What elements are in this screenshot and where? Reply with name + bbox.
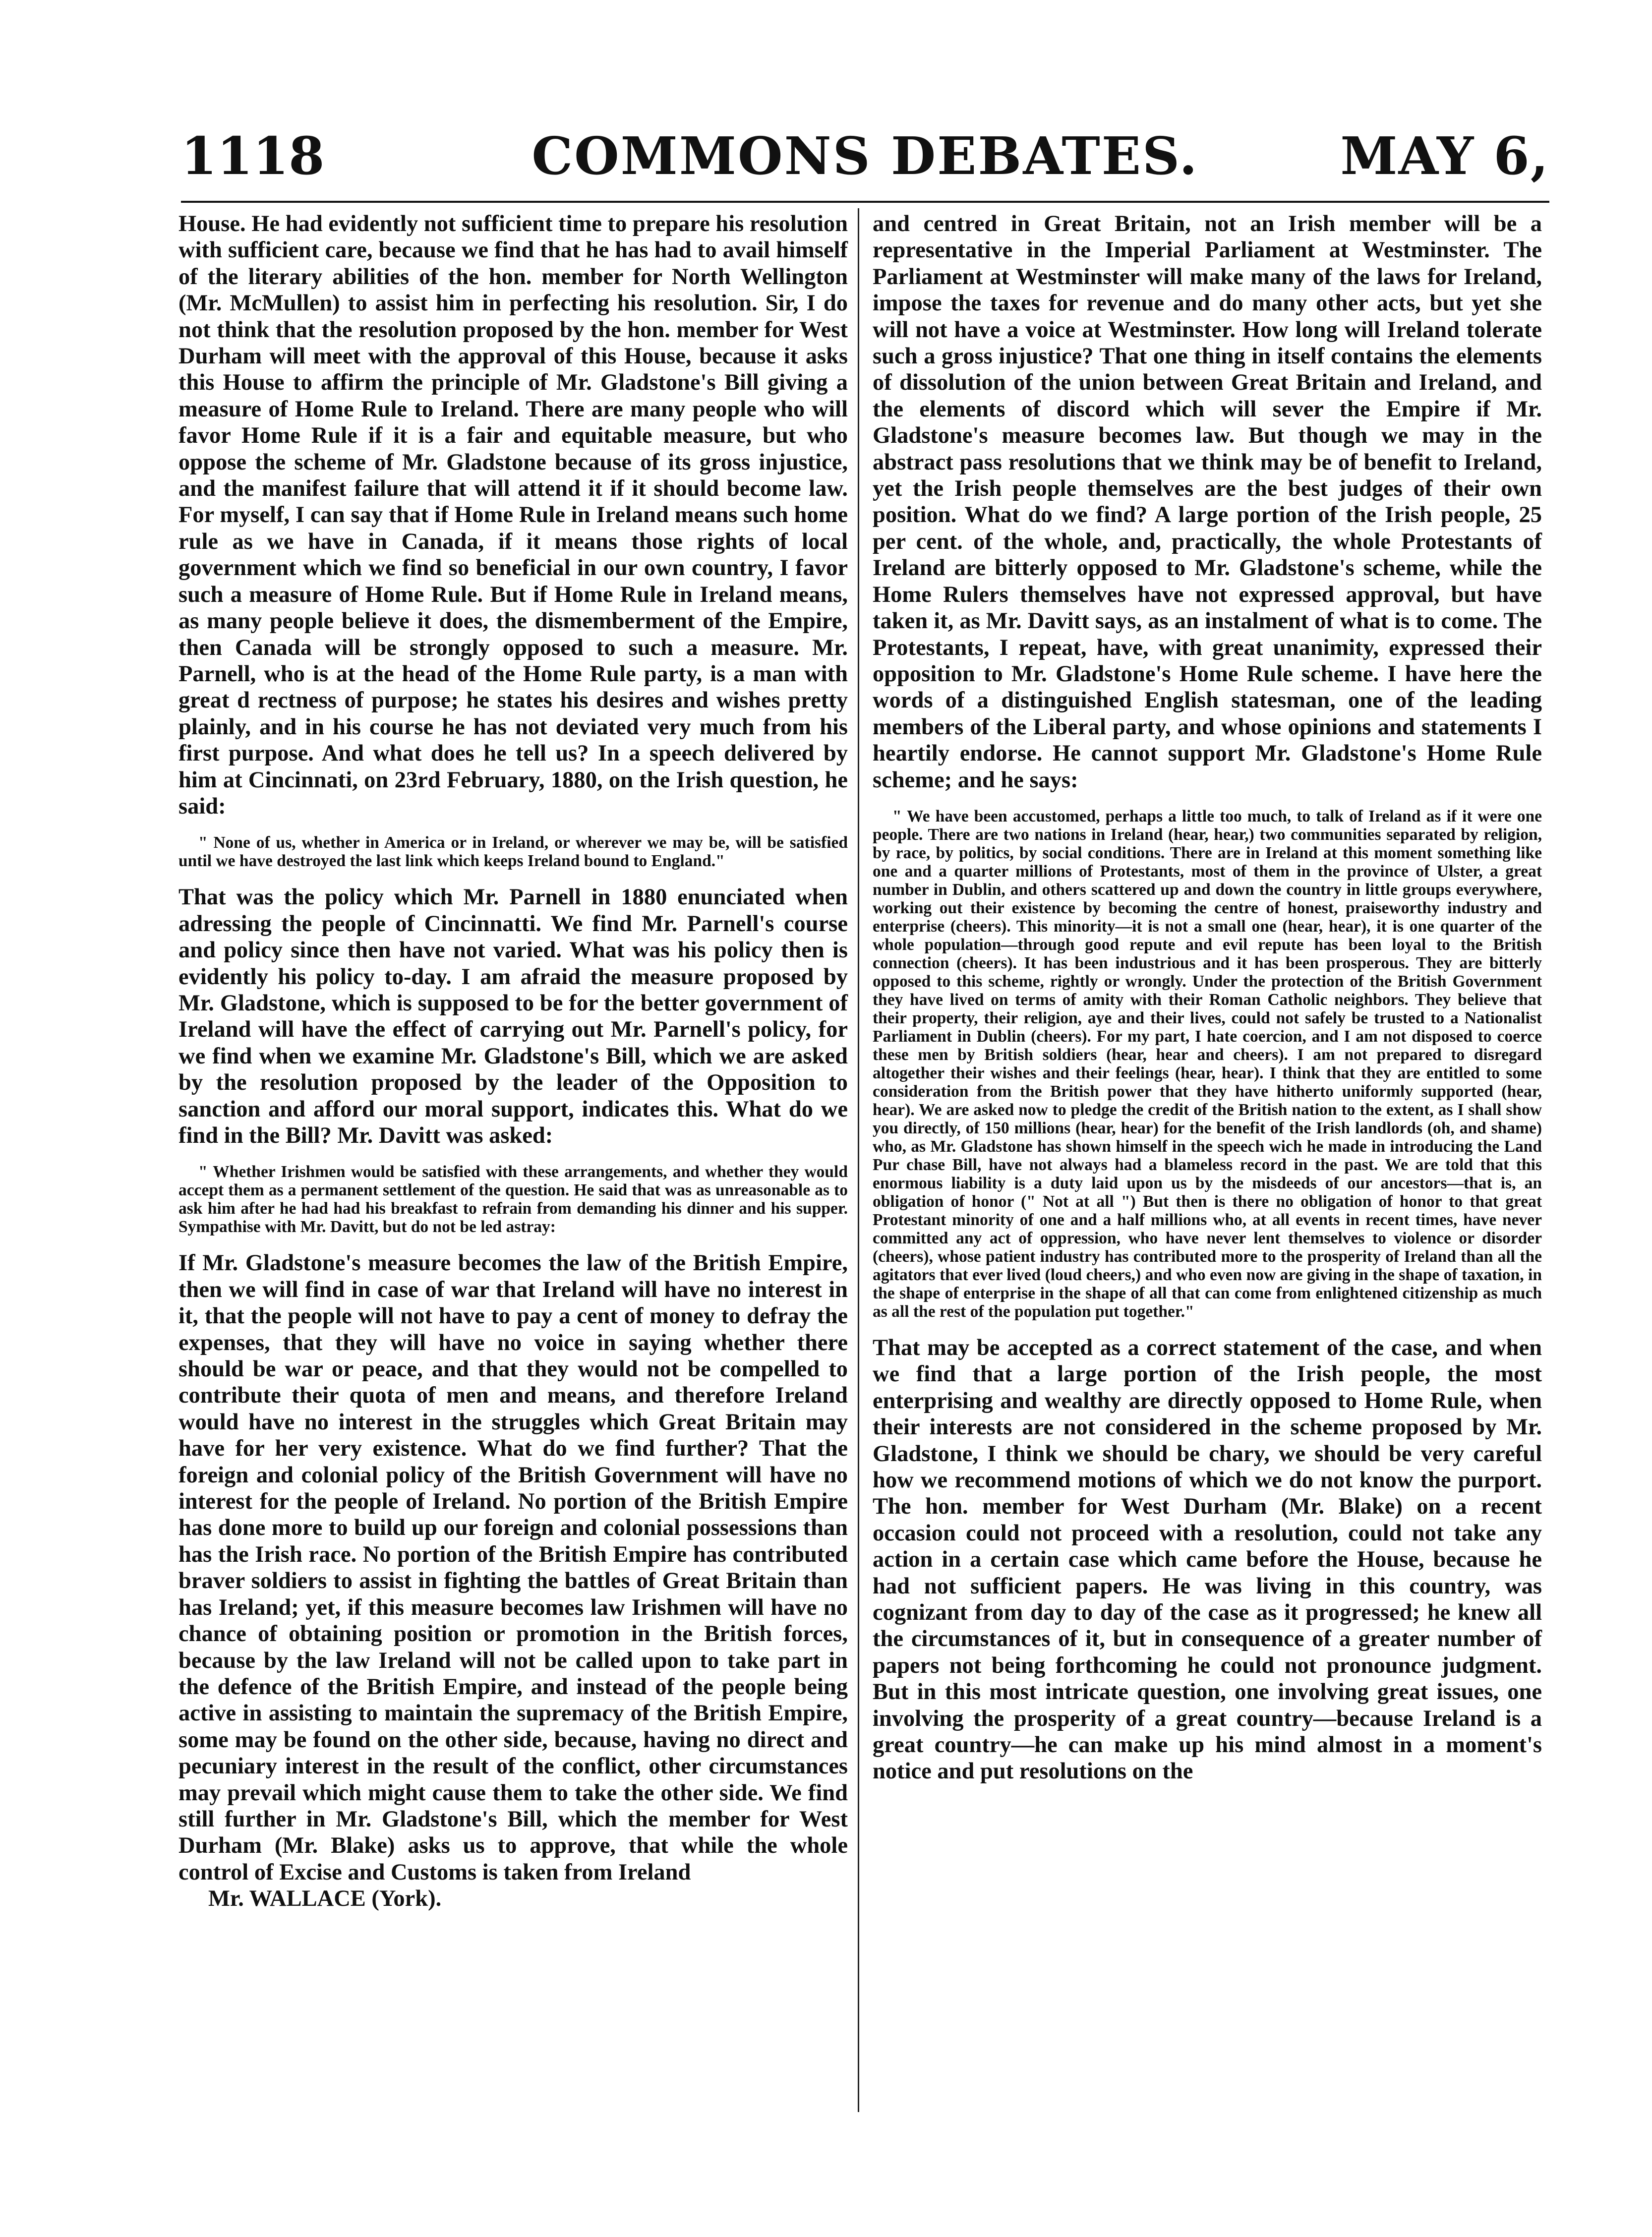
- block-quote: " We have been accustomed, perhaps a little too much, to talk of Ireland as if it were one people. There are two nations in Ireland (hear, hear,) two communities separated by religion, by race, by politics, by social conditions. There are in Ireland at this moment something like one and a quarter millions of Protestants, most of them in the province of Ulster, a great number in Dublin, and others scattered up and down the country in little groups everywhere, working out their existence by becoming the centre of honest, praiseworthy industry and enterprise (cheers). This minority—it is not a small one (hear, hear), it is one quarter of the whole population—through good repute and evil repute has been loyal to the British connection (cheers). It has been industrious and it has been prosperous. They are bitterly opposed to this scheme, rightly or wrongly. Under the protection of the British Government they have lived on terms of amity with their Roman Catholic neighbors. They believe that their property, their religion, aye and their lives, could not safely be trusted to a Nationalist Parliament in Dublin (cheers). For my part, I hate coercion, and I am not disposed to coerce these men by British soldiers (hear, hear and cheers). I am not prepared to disregard altogether their wishes and their feelings (hear, hear). I think that they are entitled to some consideration from the British power that they have hitherto uniformly supported (hear, hear). We are asked now to pledge the credit of the British nation to the extent, as I shall show you directly, of 150 millions (hear, hear) for the benefit of the Irish landlords (oh, and shame) who, as Mr. Gladstone has shown himself in the speech wich he made in introducing the Land Pur chase Bill, have not always had a blameless record in the past. We are told that this enormous liability is a duty laid upon us by the misdeeds of our ancestors—that is, an obligation of honor (" Not at all ") But then is there no obligation of honor to that great Protestant minority of one and a half millions who, at all events in recent times, have never committed any act of oppression, who have never lent themselves to violence or disorder (cheers), whose patient industry has contributed more to the prosperity of Ireland than all the agitators that ever lived (loud cheers,) and who even now are giving in the shape of taxation, in the shape of enterprise in the shape of all that can come from enlightened citizenship as much as all the rest of the population put together.": [873, 807, 1542, 1321]
- page-date: MAY 6,: [1340, 125, 1549, 186]
- right-column: [873, 211, 1542, 1785]
- paragraph: That may be accepted as a correct statement of the case, and when we find that a large portion of the Irish people, the most enterprising and wealthy are directly opposed to Home Rule, when their interests are not considered in the scheme proposed by Mr. Gladstone, I think we should be chary, we should be very careful how we recommend motions of which we do not know the purport. The hon. member for West Durham (Mr. Blake) on a recent occasion could not proceed with a resolution, could not take any action in a certain case which came before the House, because he had not sufficient papers. He was living in this country, was cognizant from day to day of the case as it progressed; he knew all the circumstances of it, but in consequence of a greater number of papers not being forthcoming he could not pronounce judgment. But in this most intricate question, one involving great issues, one involving the prosperity of a great country—because Ireland is a great country—he can make up his mind almost in a moment's notice and put resolutions on the: [873, 1335, 1542, 1784]
- speaker-line: Mr. WALLACE (York).: [208, 1886, 442, 1912]
- paragraph: That was the policy which Mr. Parnell in 1880 enunciated when adressing the people of Cincinnatti. We find Mr. Parnell's course and policy since then have not varied. What was his policy then is evidently his policy to-day. I am afraid the measure proposed by Mr. Gladstone, which is supposed to be for the better government of Ireland will have the effect of carrying out Mr. Parnell's policy, for we find when we examine Mr. Gladstone's Bill, which we are asked by the resolution proposed by the leader of the Opposition to sanction and afford our moral support, indicates this. What do we find in the Bill? Mr. Davitt was asked:: [178, 884, 848, 1148]
- left-column: [178, 211, 848, 1912]
- page-header: [181, 119, 1549, 193]
- block-quote: " Whether Irishmen would be satisfied with these arrangements, and whether they would accept them as a permanent settlement of the question. He said that was as unreasonable as to ask him after he had had his breakfast to refrain from demanding his dinner and his supper. Sympathise with Mr. Davitt, but do not be led astray:: [178, 1163, 848, 1236]
- paragraph: If Mr. Gladstone's measure becomes the law of the British Empire, then we will find in case of war that Ireland will have no interest in it, that the people will not have to pay a cent of money to defray the expenses, that they will have no voice in saying whether there should be war or peace, and that they would not be compelled to contribute their quota of men and means, and therefore Ireland would have no interest in the struggles which Great Britain may have for her very existence. What do we find further? That the foreign and colonial policy of the British Government will have no interest for the people of Ireland. No portion of the British Empire has done more to build up our foreign and colonial possessions than has the Irish race. No portion of the British Empire has contributed braver soldiers to assist in fighting the battles of Great Britain than has Ireland; yet, if this measure becomes law Irishmen will have no chance of obtaining position or promotion in the British forces, because by the law Ireland will not be called upon to take part in the defence of the British Empire, and instead of the people being active in assisting to maintain the supremacy of the British Empire, some may be found on the other side, because, having no direct and pecuniary interest in the result of the conflict, other circumstances may prevail which might cause them to take the other side. We find still further in Mr. Gladstone's Bill, which the member for West Durham (Mr. Blake) asks us to approve, that while the whole control of Excise and Customs is taken from Ireland: [178, 1250, 848, 1885]
- column-divider: [858, 208, 859, 2112]
- header-rule: [181, 201, 1549, 203]
- page-number: 1118: [181, 125, 325, 186]
- block-quote: " None of us, whether in America or in Ireland, or wherever we may be, will be satisfied until we have destroyed the last link which keeps Ireland bound to England.": [178, 833, 848, 871]
- paragraph: House. He had evidently not sufficient time to prepare his resolution with sufficient care, because we find that he has had to avail himself of the literary abilities of the hon. member for North Wellington (Mr. McMullen) to assist him in perfecting his resolution. Sir, I do not think that the resolution proposed by the hon. member for West Durham will meet with the approval of this House, because it asks this House to affirm the principle of Mr. Gladstone's Bill giving a measure of Home Rule to Ireland. There are many people who will favor Home Rule if it is a fair and equitable measure, but who oppose the scheme of Mr. Gladstone because of its gross injustice, and the manifest failure that will attend it if it should become law. For myself, I can say that if Home Rule in Ireland means such home rule as we have in Canada, if it means those rights of local government which we find so beneficial in our own country, I favor such a measure of Home Rule. But if Home Rule in Ireland means, as many people believe it does, the dismemberment of the Empire, then Canada will be strongly opposed to such a measure. Mr. Parnell, who is at the head of the Home Rule party, is a man with great d rectness of purpose; he states his desires and wishes pretty plainly, and in his course he has not deviated very much from his first purpose. And what does he tell us? In a speech delivered by him at Cincinnati, on 23rd February, 1880, on the Irish question, he said:: [178, 211, 848, 819]
- paragraph: and centred in Great Britain, not an Irish member will be a representative in the Imperial Parliament at Westminster. The Parliament at Westminster will make many of the laws for Ireland, impose the taxes for revenue and do many other acts, but yet she will not have a voice at Westminster. How long will Ireland tolerate such a gross injustice? That one thing in itself contains the elements of dissolution of the union between Great Britain and Ireland, and the elements of discord which will sever the Empire if Mr. Gladstone's measure becomes law. But though we may in the abstract pass resolutions that we think may be of benefit to Ireland, yet the Irish people themselves are the best judges of their own position. What do we find? A large portion of the Irish people, 25 per cent. of the whole, and, practically, the whole Protestants of Ireland are bitterly opposed to Mr. Gladstone's scheme, while the Home Rulers themselves have not expressed approval, but have taken it, as Mr. Davitt says, as an instalment of what is to come. The Protestants, I repeat, have, with great unanimity, expressed their opposition to Mr. Gladstone's Home Rule scheme. I have here the words of a distinguished English statesman, one of the leading members of the Liberal party, and whose opinions and statements I heartily endorse. He cannot support Mr. Gladstone's Home Rule scheme; and he says:: [873, 211, 1542, 793]
- publication-title: COMMONS DEBATES.: [531, 125, 1199, 186]
